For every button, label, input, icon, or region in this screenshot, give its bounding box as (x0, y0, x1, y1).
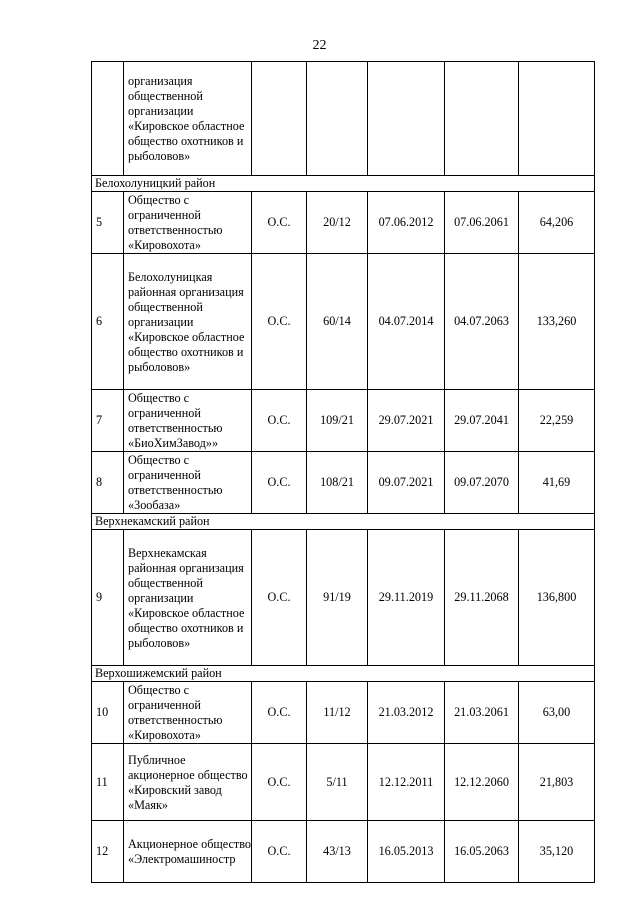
table-row (92, 821, 595, 883)
area-cell: 41,69 (519, 452, 595, 514)
district-row (92, 666, 595, 682)
ground-type-cell: О.С. (252, 390, 307, 452)
page-number: 22 (312, 38, 327, 53)
start-date-cell: 07.06.2012 (368, 192, 445, 254)
ground-type-cell (252, 62, 307, 176)
row-number-cell (92, 62, 124, 176)
area-cell: 22,259 (519, 390, 595, 452)
start-date-cell: 16.05.2013 (368, 821, 445, 883)
organization-name-cell: Акционерное общество «Электромашиностр (124, 821, 252, 883)
organization-name-cell: Белохолуницкая районная организация общественной организации «Кировское областное общество охотников и рыболовов» (124, 254, 252, 390)
ground-type-cell: О.С. (252, 192, 307, 254)
district-name: Верхошижемский район (92, 666, 595, 682)
end-date-cell: 04.07.2063 (445, 254, 519, 390)
end-date-cell: 29.07.2041 (445, 390, 519, 452)
agreement-number-cell: 43/13 (307, 821, 368, 883)
table-row (92, 744, 595, 821)
organization-name-cell: Общество с ограниченной ответственностью «БиоХимЗавод»» (124, 390, 252, 452)
area-cell: 35,120 (519, 821, 595, 883)
table-row (92, 192, 595, 254)
district-row (92, 176, 595, 192)
organization-name-cell: Общество с ограниченной ответственностью «Зообаза» (124, 452, 252, 514)
start-date-cell: 09.07.2021 (368, 452, 445, 514)
row-number-cell: 7 (92, 390, 124, 452)
end-date-cell: 16.05.2063 (445, 821, 519, 883)
end-date-cell (445, 62, 519, 176)
end-date-cell: 12.12.2060 (445, 744, 519, 821)
table-row (92, 254, 595, 390)
organization-name-cell: Публичное акционерное общество «Кировский завод «Маяк» (124, 744, 252, 821)
row-number-cell: 10 (92, 682, 124, 744)
ground-type-cell: О.С. (252, 821, 307, 883)
table-row (92, 530, 595, 666)
area-cell: 63,00 (519, 682, 595, 744)
table-row (92, 62, 595, 176)
row-number-cell: 9 (92, 530, 124, 666)
ground-type-cell: О.С. (252, 682, 307, 744)
area-cell: 136,800 (519, 530, 595, 666)
ground-type-cell: О.С. (252, 530, 307, 666)
district-name: Белохолуницкий район (92, 176, 595, 192)
hunting-grounds-table (91, 61, 595, 883)
end-date-cell: 07.06.2061 (445, 192, 519, 254)
organization-name-cell: Общество с ограниченной ответственностью «Кировохота» (124, 682, 252, 744)
area-cell: 133,260 (519, 254, 595, 390)
agreement-number-cell: 60/14 (307, 254, 368, 390)
start-date-cell: 21.03.2012 (368, 682, 445, 744)
agreement-number-cell: 91/19 (307, 530, 368, 666)
table-row (92, 390, 595, 452)
end-date-cell: 21.03.2061 (445, 682, 519, 744)
agreement-number-cell: 108/21 (307, 452, 368, 514)
ground-type-cell: О.С. (252, 744, 307, 821)
ground-type-cell: О.С. (252, 254, 307, 390)
row-number-cell: 5 (92, 192, 124, 254)
area-cell (519, 62, 595, 176)
area-cell: 21,803 (519, 744, 595, 821)
start-date-cell: 12.12.2011 (368, 744, 445, 821)
start-date-cell (368, 62, 445, 176)
organization-name-cell: Общество с ограниченной ответственностью «Кировохота» (124, 192, 252, 254)
organization-name-cell: организация общественной организации «Кировское областное общество охотников и рыболовов» (124, 62, 252, 176)
row-number-cell: 6 (92, 254, 124, 390)
row-number-cell: 8 (92, 452, 124, 514)
agreement-number-cell (307, 62, 368, 176)
table-row (92, 452, 595, 514)
agreement-number-cell: 20/12 (307, 192, 368, 254)
start-date-cell: 29.07.2021 (368, 390, 445, 452)
end-date-cell: 09.07.2070 (445, 452, 519, 514)
row-number-cell: 12 (92, 821, 124, 883)
row-number-cell: 11 (92, 744, 124, 821)
agreement-number-cell: 109/21 (307, 390, 368, 452)
organization-name-cell: Верхнекамская районная организация общественной организации «Кировское областное общество охотников и рыболовов» (124, 530, 252, 666)
district-row (92, 514, 595, 530)
agreement-number-cell: 11/12 (307, 682, 368, 744)
start-date-cell: 04.07.2014 (368, 254, 445, 390)
area-cell: 64,206 (519, 192, 595, 254)
district-name: Верхнекамский район (92, 514, 595, 530)
ground-type-cell: О.С. (252, 452, 307, 514)
end-date-cell: 29.11.2068 (445, 530, 519, 666)
start-date-cell: 29.11.2019 (368, 530, 445, 666)
agreement-number-cell: 5/11 (307, 744, 368, 821)
table-row (92, 682, 595, 744)
